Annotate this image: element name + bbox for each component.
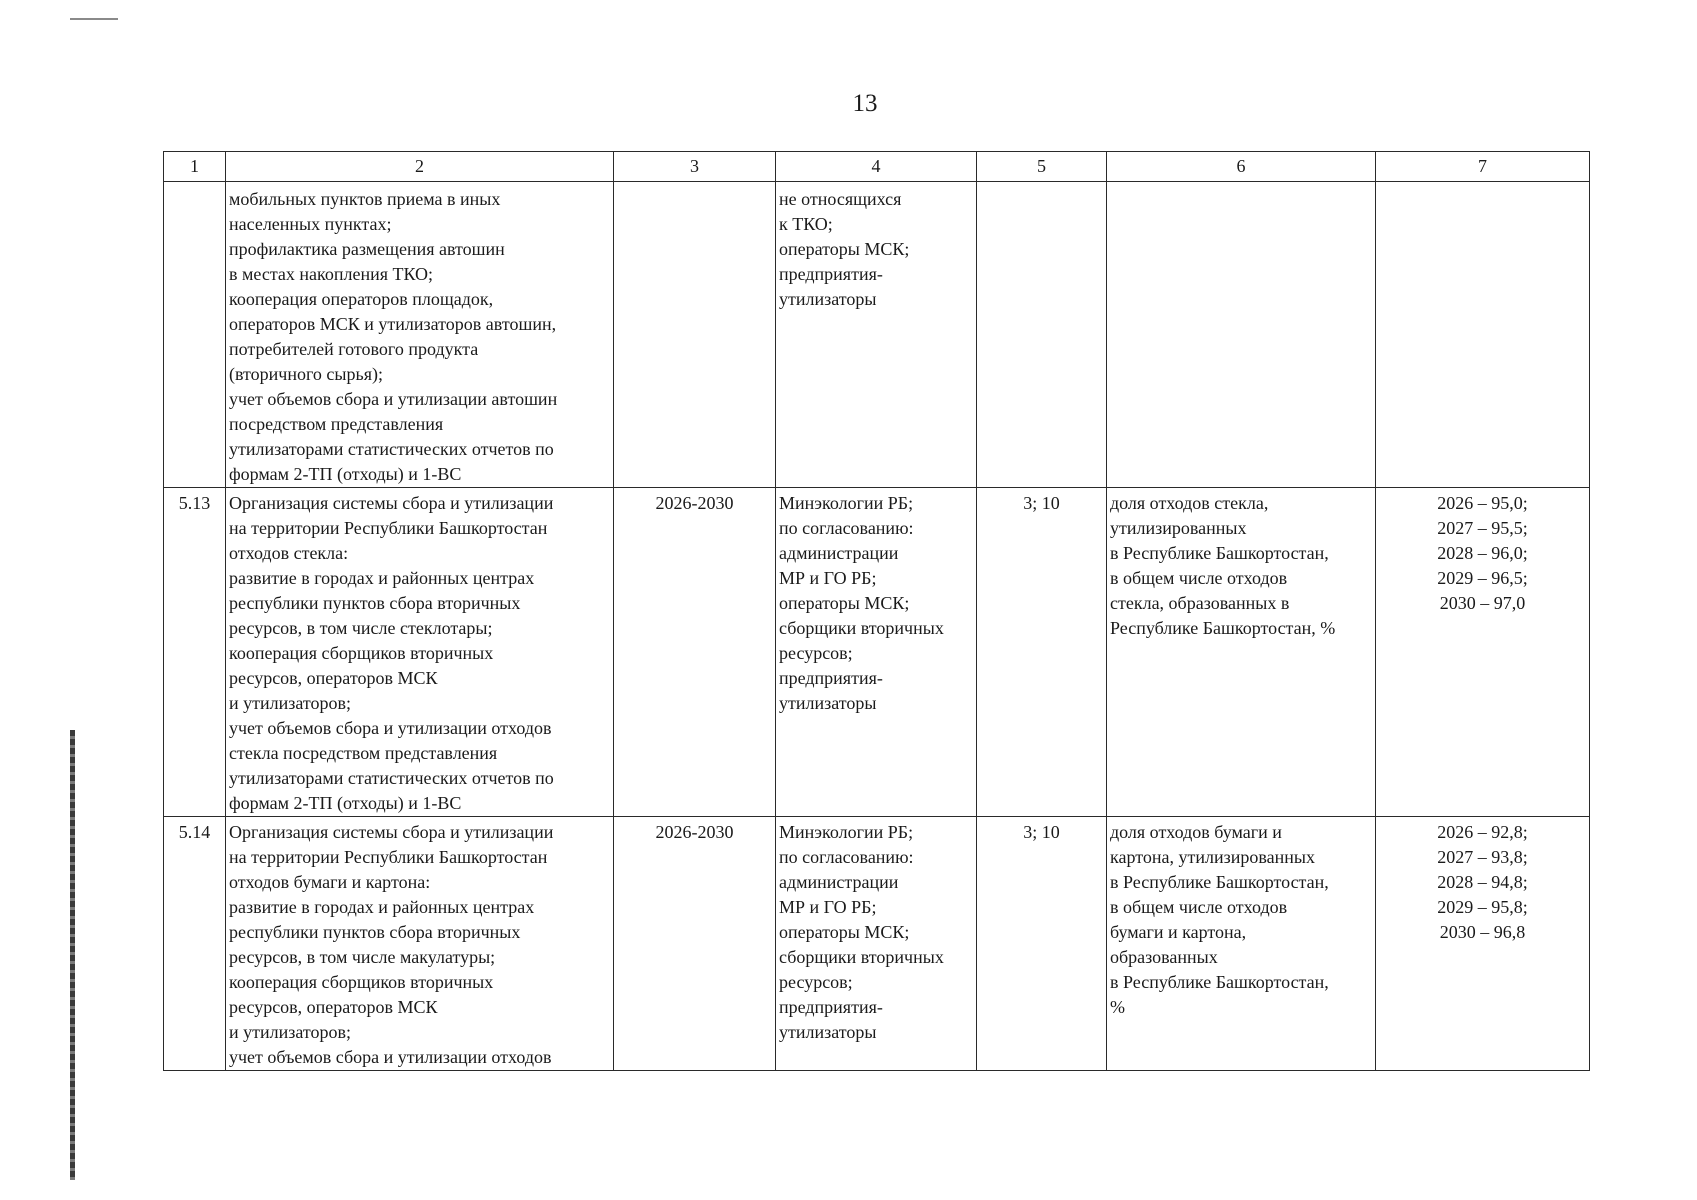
table-row — [164, 182, 1590, 488]
period: 2026-2030 — [614, 488, 776, 817]
text-line: 2029 – 95,8; — [1437, 897, 1528, 917]
text-line: операторы МСК; — [779, 239, 910, 259]
column-header-7: 7 — [1376, 152, 1590, 182]
indicator — [1107, 488, 1376, 817]
text-line: предприятия- — [779, 668, 883, 688]
measure-text — [226, 817, 614, 1071]
text-line: предприятия- — [779, 264, 883, 284]
text-line: и утилизаторов; — [229, 1022, 352, 1042]
text-line: посредством представления — [229, 414, 444, 434]
text-line: ресурсов, операторов МСК — [229, 668, 438, 688]
text-line: утилизаторами статистических отчетов по — [229, 768, 554, 788]
text-line: кооперация сборщиков вторичных — [229, 972, 494, 992]
row-number: 5.14 — [164, 817, 226, 1071]
scan-artifact-top — [70, 18, 118, 20]
period: 2026-2030 — [614, 817, 776, 1071]
text-line: в местах накопления ТКО; — [229, 264, 434, 284]
text-line: 2028 – 94,8; — [1437, 872, 1528, 892]
text-line: 2028 – 96,0; — [1437, 543, 1528, 563]
text-line: Минэкологии РБ; — [779, 493, 914, 513]
text-line: стекла посредством представления — [229, 743, 498, 763]
text-line: ресурсов, операторов МСК — [229, 997, 438, 1017]
text-line: отходов бумаги и картона: — [229, 872, 431, 892]
executors — [776, 817, 977, 1071]
text-line: доля отходов стекла, — [1110, 493, 1269, 513]
column-number-row — [164, 152, 1590, 182]
text-line: МР и ГО РБ; — [779, 568, 877, 588]
text-line: и утилизаторов; — [229, 693, 352, 713]
text-line: Республике Башкортостан, % — [1110, 618, 1336, 638]
measures-table — [163, 151, 1590, 1071]
executors — [776, 488, 977, 817]
text-line: формам 2-ТП (отходы) и 1-ВС — [229, 793, 462, 813]
text-line: ресурсов, в том числе макулатуры; — [229, 947, 496, 967]
row-number: 5.13 — [164, 488, 226, 817]
text-line: в Республике Башкортостан, — [1110, 543, 1329, 563]
text-line: 2027 – 95,5; — [1437, 518, 1528, 538]
column-header-6: 6 — [1107, 152, 1376, 182]
text-line: утилизаторы — [779, 693, 877, 713]
text-line: на территории Республики Башкортостан — [229, 847, 548, 867]
text-line: операторы МСК; — [779, 593, 910, 613]
text-line: кооперация операторов площадок, — [229, 289, 494, 309]
text-line: Минэкологии РБ; — [779, 822, 914, 842]
text-line: в общем числе отходов — [1110, 897, 1288, 917]
indicator-values — [1376, 488, 1590, 817]
text-line: развитие в городах и районных центрах — [229, 568, 535, 588]
text-line: 2030 – 97,0 — [1439, 593, 1526, 613]
text-line: учет объемов сбора и утилизации автошин — [229, 389, 558, 409]
text-line: не относящихся — [779, 189, 902, 209]
indicator — [1107, 182, 1376, 488]
text-line: МР и ГО РБ; — [779, 897, 877, 917]
text-line: к ТКО; — [779, 214, 833, 234]
text-line: утилизаторы — [779, 289, 877, 309]
text-line: ресурсов, в том числе стеклотары; — [229, 618, 493, 638]
text-line: ресурсов; — [779, 972, 853, 992]
text-line: (вторичного сырья); — [229, 364, 383, 384]
page-number: 13 — [852, 90, 878, 117]
indicator — [1107, 817, 1376, 1071]
text-line: сборщики вторичных — [779, 947, 944, 967]
text-line: сборщики вторичных — [779, 618, 944, 638]
text-line: доля отходов бумаги и — [1110, 822, 1282, 842]
executors — [776, 182, 977, 488]
column-header-4: 4 — [776, 152, 977, 182]
text-line: картона, утилизированных — [1110, 847, 1315, 867]
table-row — [164, 488, 1590, 817]
scan-artifact-left-strip — [70, 730, 75, 1180]
text-line: бумаги и картона, — [1110, 922, 1247, 942]
text-line: в Республике Башкортостан, — [1110, 872, 1329, 892]
goal-numbers: 3; 10 — [977, 488, 1107, 817]
text-line: развитие в городах и районных центрах — [229, 897, 535, 917]
text-line: операторы МСК; — [779, 922, 910, 942]
text-line: 2029 – 96,5; — [1437, 568, 1528, 588]
text-line: на территории Республики Башкортостан — [229, 518, 548, 538]
text-line: республики пунктов сбора вторичных — [229, 922, 521, 942]
text-line: формам 2-ТП (отходы) и 1-ВС — [229, 464, 462, 484]
text-line: учет объемов сбора и утилизации отходов — [229, 718, 552, 738]
text-line: администрации — [779, 872, 899, 892]
text-line: потребителей готового продукта — [229, 339, 479, 359]
text-line: предприятия- — [779, 997, 883, 1017]
text-line: образованных — [1110, 947, 1218, 967]
text-line: 2027 – 93,8; — [1437, 847, 1528, 867]
text-line: по согласованию: — [779, 847, 914, 867]
column-header-1: 1 — [164, 152, 226, 182]
text-line: утилизаторы — [779, 1022, 877, 1042]
text-line: операторов МСК и утилизаторов автошин, — [229, 314, 557, 334]
column-header-5: 5 — [977, 152, 1107, 182]
text-line: учет объемов сбора и утилизации отходов — [229, 1047, 552, 1067]
text-line: в Республике Башкортостан, — [1110, 972, 1329, 992]
text-line: стекла, образованных в — [1110, 593, 1290, 613]
text-line: 2026 – 92,8; — [1437, 822, 1528, 842]
column-header-2: 2 — [226, 152, 614, 182]
text-line: Организация системы сбора и утилизации — [229, 822, 554, 842]
table-row — [164, 817, 1590, 1071]
text-line: мобильных пунктов приема в иных — [229, 189, 501, 209]
measure-text — [226, 182, 614, 488]
text-line: утилизаторами статистических отчетов по — [229, 439, 554, 459]
period — [614, 182, 776, 488]
indicator-values — [1376, 182, 1590, 488]
text-line: % — [1110, 997, 1125, 1017]
text-line: профилактика размещения автошин — [229, 239, 505, 259]
row-number — [164, 182, 226, 488]
measure-text — [226, 488, 614, 817]
goal-numbers: 3; 10 — [977, 817, 1107, 1071]
text-line: 2030 – 96,8 — [1439, 922, 1526, 942]
text-line: населенных пунктах; — [229, 214, 392, 234]
text-line: ресурсов; — [779, 643, 853, 663]
text-line: Организация системы сбора и утилизации — [229, 493, 554, 513]
text-line: 2026 – 95,0; — [1437, 493, 1528, 513]
text-line: республики пунктов сбора вторичных — [229, 593, 521, 613]
text-line: в общем числе отходов — [1110, 568, 1288, 588]
text-line: утилизированных — [1110, 518, 1247, 538]
text-line: по согласованию: — [779, 518, 914, 538]
indicator-values — [1376, 817, 1590, 1071]
text-line: отходов стекла: — [229, 543, 349, 563]
goal-numbers — [977, 182, 1107, 488]
column-header-3: 3 — [614, 152, 776, 182]
text-line: администрации — [779, 543, 899, 563]
text-line: кооперация сборщиков вторичных — [229, 643, 494, 663]
